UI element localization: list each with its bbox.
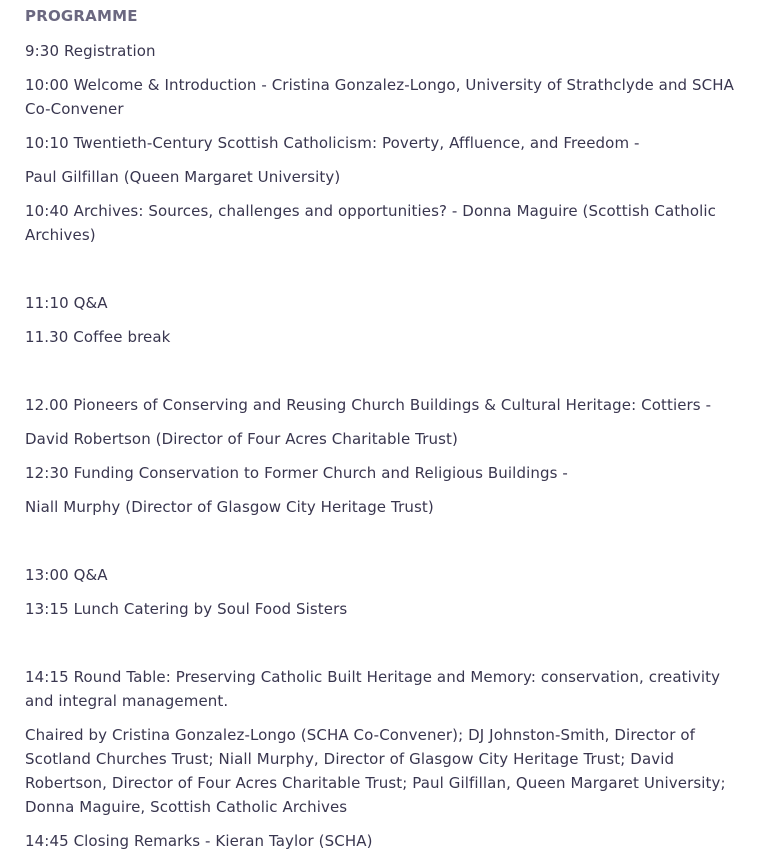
programme-item-talk-funding: 12:30 Funding Conservation to Former Church and Religious Buildings - [25, 464, 568, 482]
programme-item-closing-remarks: 14:45 Closing Remarks - Kieran Taylor (SCHA) [25, 832, 373, 850]
programme-item-qa-1: 11:10 Q&A [25, 294, 108, 312]
programme-item-welcome: 10:00 Welcome & Introduction - Cristina Gonzalez-Longo, University of Strathclyde and SCHA Co-Convener [25, 76, 734, 118]
blank-line [25, 631, 741, 665]
programme-item-registration: 9:30 Registration [25, 42, 156, 60]
blank-line [25, 529, 741, 563]
programme-item-coffee-break: 11.30 Coffee break [25, 328, 171, 346]
programme-heading: PROGRAMME [25, 7, 138, 25]
programme-item-speaker-gilfillan: Paul Gilfillan (Queen Margaret University) [25, 168, 341, 186]
programme-item-talk-catholicism: 10:10 Twentieth-Century Scottish Catholicism: Poverty, Affluence, and Freedom - [25, 134, 640, 152]
blank-line [25, 257, 741, 291]
programme-item-lunch: 13:15 Lunch Catering by Soul Food Sisters [25, 600, 348, 618]
programme-item-speaker-robertson: David Robertson (Director of Four Acres Charitable Trust) [25, 430, 458, 448]
programme-item-speaker-murphy: Niall Murphy (Director of Glasgow City Heritage Trust) [25, 498, 434, 516]
programme-item-talk-archives: 10:40 Archives: Sources, challenges and opportunities? - Donna Maguire (Scottish Catholic Archives) [25, 202, 716, 244]
blank-line [25, 359, 741, 393]
programme-item-talk-pioneers: 12.00 Pioneers of Conserving and Reusing Church Buildings & Cultural Heritage: Cottiers - [25, 396, 712, 414]
programme-item-round-table-chairs: Chaired by Cristina Gonzalez-Longo (SCHA Co-Convener); DJ Johnston-Smith, Director of Scotland Churches Trust; Niall Murphy, Director of Glasgow City Heritage Trust; David Robertson, Director of Four Acres Charitable Trust; Paul Gilfillan, Queen Margaret University; Donna Maguire, Scottish Catholic Archives [25, 726, 726, 816]
programme-item-qa-2: 13:00 Q&A [25, 566, 108, 584]
programme-item-round-table: 14:15 Round Table: Preserving Catholic Built Heritage and Memory: conservation, creativity and integral management. [25, 668, 721, 710]
